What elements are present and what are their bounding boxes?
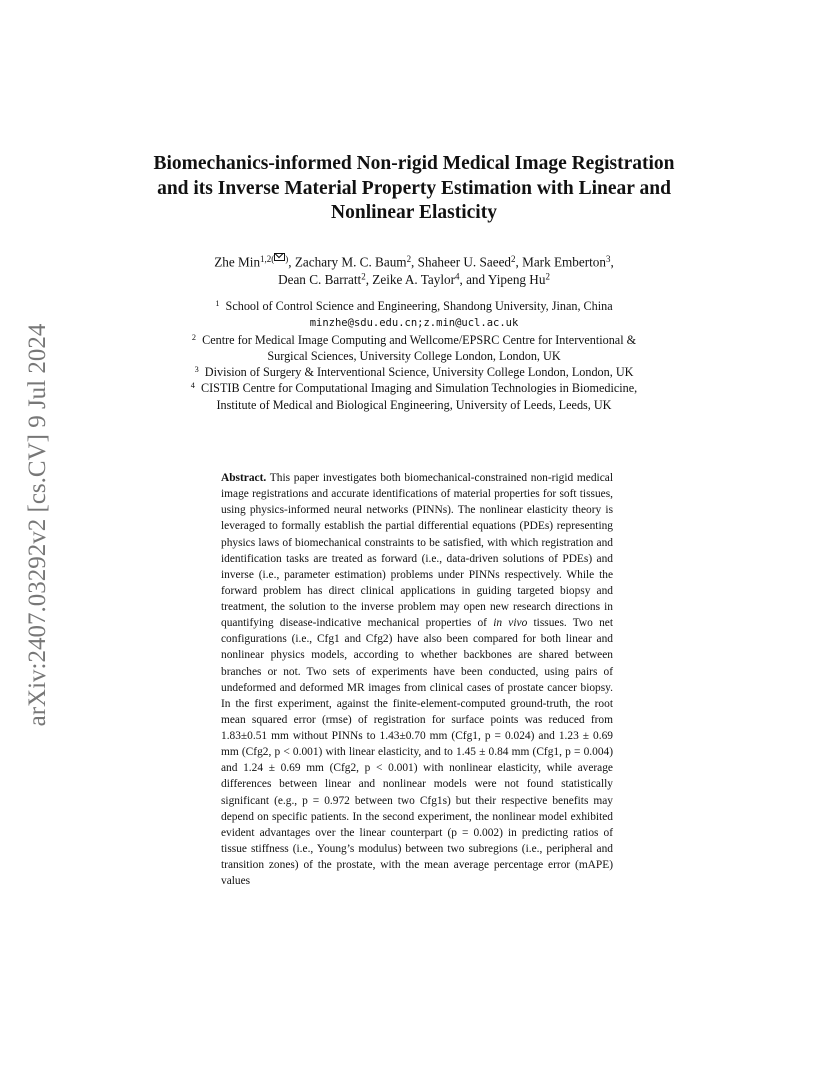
affiliation-item [180,298,648,332]
abstract-italic-text: in vivo [493,617,528,630]
affiliation-text: School of Control Science and Engineering, Shandong University, Jinan, China [225,299,613,313]
affiliation-number: 2 [191,332,196,342]
affiliation-number: 1 [215,298,220,308]
affiliation-item [180,364,648,380]
author-name: Zhe Min [214,254,261,270]
author-affiliation-sup: 2 [361,272,366,282]
arxiv-identifier: arXiv:2407.03292v2 [cs.CV] 9 Jul 2024 [24,323,51,727]
author-affiliation-sup: 2 [406,254,412,264]
affiliation-item [180,332,648,365]
author-name: Zachary M. C. Baum [294,254,407,270]
affiliation-text: Division of Surgery & Interventional Science, University College London, London, UK [204,365,634,380]
author-affiliation-sup: 3 [605,254,611,264]
author-name: Dean C. Barratt [278,272,362,288]
author-affiliation-sup: 2 [545,272,550,282]
affiliation-text: Centre for Medical Image Computing and Wellcome/EPSRC Centre for Interventional & Surgical Sciences, University College London, London, UK [202,332,637,363]
abstract-text: This paper investigates both biomechanical-constrained non-rigid medical image registrations and accurate identifications of material properties for soft tissues, using physics-informed neural networks (PINNs). The nonlinear elasticity theory is leveraged to formally establish the partial differential equations (PDEs) representing physics laws of biomechanical constraints to be satisfied, with which registration and identification tasks are treated as forward (i.e., data-driven solutions of PDEs) and inverse (i.e., parameter estimation) problems under PINNs respectively. While the forward problem has direct clinical applications in guiding targeted biopsy and treatment, the solution to the inverse problem may open new research directions in quantifying disease-indicative mechanical properties of [221,472,613,630]
affiliation-list [180,298,648,413]
author-name: Yipeng Hu [487,272,546,288]
paper-title: Biomechanics-informed Non-rigid Medical Image Registration and its Inverse Material Property Estimation with Linear and Nonlinear Elasticity [153,153,675,223]
author-name: Mark Emberton [522,254,606,270]
affiliation-text: CISTIB Centre for Computational Imaging and Simulation Technologies in Biomedicine, Institute of Medical and Biological Engineering, University of Leeds, Leeds, UK [200,381,638,412]
author-list: Zhe Min$^{1,2( )}$, Zachary M. C. Baum$^2$, Shaheer U. Saeed$^2$, Mark Emberton$^3$, Dean C. Barratt$^2$, Zeike A. Taylor$^4$, and Yipeng Hu$^2$ [214,254,614,288]
abstract-text: tissues. Two net configurations (i.e., Cfg1 and Cfg2) have also been compared for both linear and nonlinear physics models, according to whether backbones are shared between branches or not. Two sets of experiments have been conducted, using pairs of undeformed and deformed MR images from clinical cases of prostate cancer biopsy. In the first experiment, against the finite-element-computed ground-truth, the root mean squared error (rmse) of registration for surface points was reduced from 1.83±0.51 mm without PINNs to 1.43±0.70 mm (Cfg1, p = 0.024) and 1.23 ± 0.69 mm (Cfg2, p < 0.001) with linear elasticity, and to 1.45 ± 0.84 mm (Cfg1, p = 0.004) and 1.24 ± 0.69 mm (Cfg2, p < 0.001) with nonlinear elasticity, while average differences between linear and nonlinear models were not found statistically significant (e.g., p = 0.972 between two Cfg1s) but their respective benefits may depend on specific patients. In the second experiment, the nonlinear model exhibited evident advantages over the linear counterpart (p = 0.002) in predicting ratios of tissue stiffness (i.e., Young’s modulus) between two subregions (i.e., peripheral and transition zones) of the prostate, with the mean average percentage error (mAPE) values [221,617,614,888]
author-affiliation-sup: 1,2 [260,254,272,264]
affiliation-number: 3 [194,365,199,375]
arxiv-sidebar-stamp [18,290,58,760]
envelope-icon [274,253,285,261]
affiliation-number: 4 [190,381,195,391]
abstract [221,470,613,889]
author-name: Zeike A. Taylor [372,272,455,288]
author-affiliation-sup: 4 [454,272,460,282]
author-name: Shaheer U. Saeed [417,254,512,270]
abstract-label: Abstract. [221,472,267,484]
affiliation-item [180,380,648,413]
contact-email[interactable]: minzhe@sdu.edu.cn;z.min@ucl.ac.uk [309,317,519,330]
author-affiliation-sup: 2 [511,254,516,264]
